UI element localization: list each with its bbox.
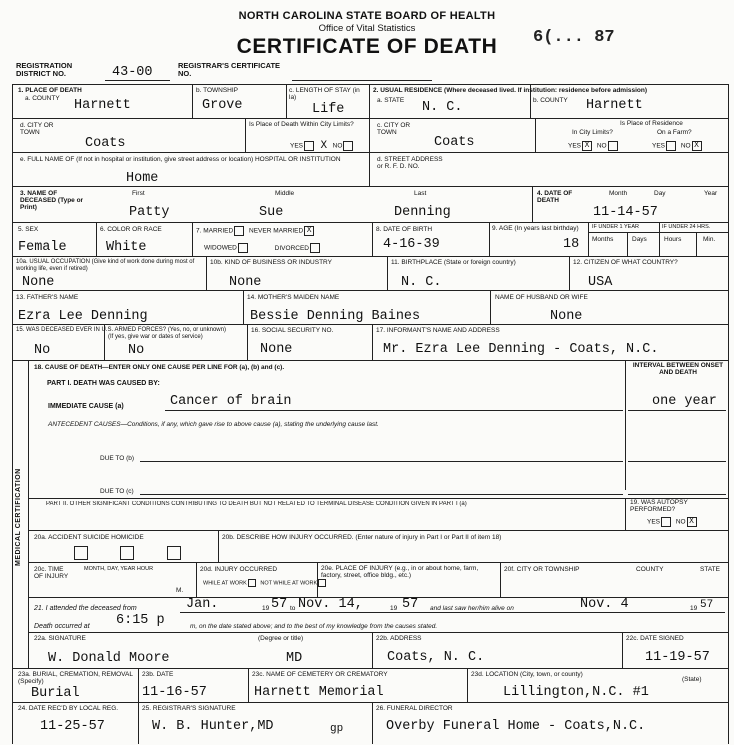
registration-district-value: 43-00 xyxy=(112,65,153,80)
sex-label: 5. SEX xyxy=(18,226,39,233)
last-name-label: Last xyxy=(414,190,427,197)
antecedent-label: ANTECEDENT CAUSES—Conditions, if any, which gave rise to above cause (a), stating the underlying cause last. xyxy=(48,421,379,428)
death-city-value: Coats xyxy=(85,136,126,151)
war-value: No xyxy=(128,343,145,358)
war-label: (If yes, give war or dates of service) xyxy=(108,334,203,340)
first-name-label: First xyxy=(132,190,145,197)
residence-county-label: b. COUNTY xyxy=(533,97,568,104)
attended-to-year-value: 57 xyxy=(402,597,419,612)
while-at-work-checkbox[interactable] xyxy=(248,579,256,587)
divorced-checkbox[interactable] xyxy=(310,243,320,253)
immediate-cause-label: IMMEDIATE CAUSE (a) xyxy=(48,403,124,410)
signature-label: 22a. SIGNATURE xyxy=(34,635,86,642)
cemetery-value: Harnett Memorial xyxy=(254,685,384,700)
widowed-checkbox[interactable] xyxy=(238,243,248,253)
attended-line: 21. I attended the deceased from xyxy=(34,605,137,612)
accident-label: 20a. ACCIDENT SUICIDE HOMICIDE xyxy=(34,534,144,541)
autopsy-yes-checkbox[interactable] xyxy=(661,517,671,527)
marital-row-2: WIDOWED DIVORCED xyxy=(204,243,323,253)
signature-value: W. Donald Moore xyxy=(48,651,170,666)
last-saw-value: Nov. 4 xyxy=(580,597,629,612)
immediate-cause-value: Cancer of brain xyxy=(170,394,292,409)
registrar-signature-label: 25. REGISTRAR'S SIGNATURE xyxy=(142,705,236,712)
armed-forces-value: No xyxy=(34,343,51,358)
time-m-label: M. xyxy=(176,587,184,594)
certifier-address-value: Coats, N. C. xyxy=(387,650,485,665)
attended-to-value: Nov. 14, xyxy=(298,597,363,612)
within-limits-checkboxes: YES X NO xyxy=(290,141,356,151)
marital-row-1: 7. MARRIED NEVER MARRIED X xyxy=(196,226,317,236)
business-label: 10b. KIND OF BUSINESS OR INDUSTRY xyxy=(210,259,332,266)
year-label: Year xyxy=(704,190,718,197)
residence-city-value: Coats xyxy=(434,135,475,150)
farm-checkboxes: YES NO X xyxy=(652,141,705,151)
due-to-c-label: DUE TO (c) xyxy=(100,488,134,495)
attended-to-19: 19 xyxy=(390,605,398,612)
burial-method-value: Burial xyxy=(31,686,80,701)
burial-state-label: (State) xyxy=(682,676,702,683)
under-24-hrs-label: IF UNDER 24 HRS. xyxy=(662,224,711,230)
hospital-label: e. FULL NAME OF (If not in hospital or institution, give street address or location) HOSPITAL OR INSTITUTION xyxy=(20,156,341,163)
residence-city-label: c. CITY OR TOWN xyxy=(377,122,411,136)
ssn-label: 16. SOCIAL SECURITY NO. xyxy=(251,327,334,334)
registrar-signature-value: W. B. Hunter,MD xyxy=(152,719,274,734)
death-township-value: Grove xyxy=(202,98,243,113)
homicide-checkbox[interactable] xyxy=(167,546,181,560)
autopsy-no-checkbox[interactable]: X xyxy=(687,517,697,527)
time-columns-label: MONTH, DAY, YEAR HOUR xyxy=(84,566,154,572)
attended-to-label: to xyxy=(290,605,296,612)
burial-location-value: Lillington,N.C. #1 xyxy=(503,685,649,700)
city-limits-no-checkbox[interactable] xyxy=(608,141,618,151)
length-of-stay-value: Life xyxy=(312,102,345,117)
on-farm-label: On a Farm? xyxy=(657,129,692,136)
color-label: 6. COLOR OR RACE xyxy=(100,226,162,233)
due-to-b-label: DUE TO (b) xyxy=(100,455,135,462)
accident-checkbox[interactable] xyxy=(74,546,88,560)
middle-name-label: Middle xyxy=(275,190,295,197)
spouse-label: NAME OF HUSBAND OR WIFE xyxy=(495,294,588,301)
interval-label: INTERVAL BETWEEN ONSET AND DEATH xyxy=(632,362,724,376)
funeral-director-label: 26. FUNERAL DIRECTOR xyxy=(376,705,453,712)
certificate-title: CERTIFICATE OF DEATH xyxy=(236,35,498,58)
within-mark-checkbox[interactable]: X xyxy=(320,140,328,152)
suicide-checkbox[interactable] xyxy=(120,546,134,560)
farm-yes-checkbox[interactable] xyxy=(666,141,676,151)
last-name-value: Denning xyxy=(394,205,451,220)
registration-district-label: REGISTRATION DISTRICT NO. xyxy=(16,61,73,78)
injury-description-label: 20b. DESCRIBE HOW INJURY OCCURRED. (Enter nature of injury in Part I or Part II of item 18) xyxy=(222,534,502,541)
under-1-year-label: IF UNDER 1 YEAR xyxy=(592,224,639,230)
injury-work-options: WHILE AT WORK NOT WHILE AT WORK xyxy=(203,579,329,587)
color-value: White xyxy=(106,240,147,255)
not-while-at-work-checkbox[interactable] xyxy=(318,579,326,587)
place-of-injury-label: 20e. PLACE OF INJURY (e.g., in or about home, farm, factory, street, office bldg., etc.) xyxy=(321,565,479,579)
death-county-value: Harnett xyxy=(74,98,131,113)
birthplace-value: N. C. xyxy=(401,275,442,290)
birthplace-label: 11. BIRTHPLACE (State or foreign country) xyxy=(391,259,516,266)
registrar-signature-suffix: gp xyxy=(330,723,344,735)
city-limits-checkboxes: YES X NO xyxy=(568,141,621,151)
age-label: 9. AGE (In years last birthday) xyxy=(492,225,579,232)
death-township-label: b. TOWNSHIP xyxy=(196,87,239,94)
first-name-value: Patty xyxy=(129,205,170,220)
part2-label: PART II. OTHER SIGNIFICANT CONDITIONS CONTRIBUTING TO DEATH BUT NOT RELATED TO TERMINAL DISEASE CONDITION GIVEN IN PART I (a) xyxy=(46,501,467,507)
city-limits-yes-checkbox[interactable]: X xyxy=(582,141,592,151)
burial-date-label: 23b. DATE xyxy=(142,671,174,678)
certificate-number-stamp: 6(... 87 xyxy=(533,28,615,47)
age-value: 18 xyxy=(563,237,580,252)
date-of-death-label: 4. DATE OF DEATH xyxy=(537,190,573,204)
autopsy-checkboxes: YES NO X xyxy=(647,517,700,527)
last-saw-year-value: 57 xyxy=(700,599,714,611)
injury-occurred-label: 20d. INJURY OCCURRED xyxy=(200,566,278,573)
length-of-stay-label: c. LENGTH OF STAY (in la) xyxy=(289,87,360,101)
father-label: 13. FATHER'S NAME xyxy=(16,294,79,301)
burial-method-label: 23a. BURIAL, CREMATION, REMOVAL (Specify) xyxy=(18,671,133,685)
never-married-checkbox[interactable]: X xyxy=(304,226,314,236)
dob-value: 4-16-39 xyxy=(383,237,440,252)
degree-label: (Degree or title) xyxy=(258,635,304,642)
in-city-limits-label: In City Limits? xyxy=(572,129,613,136)
residence-county-value: Harnett xyxy=(586,98,643,113)
office-heading: Office of Vital Statistics xyxy=(318,23,416,34)
time-of-injury-label: 20c. TIME OF INJURY xyxy=(34,566,69,580)
within-no-checkbox[interactable] xyxy=(343,141,353,151)
dob-label: 8. DATE OF BIRTH xyxy=(376,226,433,233)
days-label: Days xyxy=(632,236,647,243)
month-label: Month xyxy=(609,190,628,197)
spouse-value: None xyxy=(550,309,583,324)
burial-date-value: 11-16-57 xyxy=(142,685,207,700)
hospital-value: Home xyxy=(126,171,159,186)
last-saw-19: 19 xyxy=(690,605,698,612)
ssn-value: None xyxy=(260,342,293,357)
death-occurred-suffix: m, on the date stated above; and to the best of my knowledge from the causes stated. xyxy=(190,623,438,630)
occupation-value: None xyxy=(22,275,55,290)
attended-from-19: 19 xyxy=(262,605,270,612)
death-time-value: 6:15 p xyxy=(116,613,165,628)
certifier-address-label: 22b. ADDRESS xyxy=(376,635,422,642)
part1-label: PART I. DEATH WAS CAUSED BY: xyxy=(47,380,160,387)
residence-state-value: N. C. xyxy=(422,100,463,115)
mother-value: Bessie Denning Baines xyxy=(250,309,421,324)
within-yes-checkbox[interactable] xyxy=(304,141,314,151)
board-heading: NORTH CAROLINA STATE BOARD OF HEALTH xyxy=(238,10,496,22)
injury-state-label: STATE xyxy=(700,566,720,573)
street-address-label: d. STREET ADDRESS or R. F. D. NO. xyxy=(377,156,443,170)
date-signed-value: 11-19-57 xyxy=(645,650,710,665)
place-of-death-label: 1. PLACE OF DEATH xyxy=(18,87,82,94)
farm-no-checkbox[interactable]: X xyxy=(692,141,702,151)
father-value: Ezra Lee Denning xyxy=(18,309,148,324)
informant-label: 17. INFORMANT'S NAME AND ADDRESS xyxy=(376,327,500,334)
business-value: None xyxy=(229,275,262,290)
cemetery-label: 23c. NAME OF CEMETERY OR CREMATORY xyxy=(252,671,388,678)
injury-city-label: 20f. CITY OR TOWNSHIP xyxy=(504,566,580,573)
citizen-value: USA xyxy=(588,275,613,290)
min-label: Min. xyxy=(703,236,716,243)
date-signed-label: 22c. DATE SIGNED xyxy=(626,635,684,642)
within-limits-label: Is Place of Death Within City Limits? xyxy=(249,121,354,128)
hours-label: Hours xyxy=(664,236,682,243)
injury-county-label: COUNTY xyxy=(636,566,664,573)
sex-value: Female xyxy=(18,240,67,255)
residence-state-label: a. STATE xyxy=(377,97,405,104)
death-city-label: d. CITY OR TOWN xyxy=(20,122,54,136)
cause-of-death-label: 18. CAUSE OF DEATH—ENTER ONLY ONE CAUSE PER LINE FOR (a), (b) and (c). xyxy=(34,364,285,371)
date-received-value: 11-25-57 xyxy=(40,719,105,734)
death-occurred-label: Death occurred at xyxy=(34,623,90,630)
occupation-label: 10a. USUAL OCCUPATION (Give kind of work done during most of working life, even if retired) xyxy=(16,259,195,272)
registrar-certificate-label: REGISTRAR'S CERTIFICATE NO. xyxy=(178,61,281,78)
date-of-death-value: 11-14-57 xyxy=(593,205,658,220)
attended-from-value: Jan. xyxy=(186,597,219,612)
mother-label: 14. MOTHER'S MAIDEN NAME xyxy=(247,294,340,301)
autopsy-label: 19. WAS AUTOPSY PERFORMED? xyxy=(630,499,688,513)
armed-forces-label: 15. WAS DECEASED EVER IN U.S. ARMED FORCES? (Yes, no, or unknown) xyxy=(16,327,226,333)
informant-value: Mr. Ezra Lee Denning - Coats, N.C. xyxy=(383,342,659,357)
death-county-label: a. COUNTY xyxy=(25,95,60,102)
deceased-name-label: 3. NAME OF DECEASED (Type or Print) xyxy=(20,190,84,211)
citizen-label: 12. CITIZEN OF WHAT COUNTRY? xyxy=(573,259,678,266)
funeral-director-value: Overby Funeral Home - Coats,N.C. xyxy=(386,719,646,734)
date-received-label: 24. DATE REC'D BY LOCAL REG. xyxy=(18,705,119,712)
last-saw-label: and last saw her/him alive on xyxy=(430,605,514,612)
medical-certification-side-label: MEDICAL CERTIFICATION xyxy=(15,468,22,566)
months-label: Months xyxy=(592,236,614,243)
attended-from-year-value: 57 xyxy=(271,597,288,612)
residence-place-label: Is Place of Residence xyxy=(620,120,683,127)
interval-value: one year xyxy=(652,394,717,409)
usual-residence-label: 2. USUAL RESIDENCE (Where deceased lived. If institution: residence before admission) xyxy=(373,87,648,94)
burial-location-label: 23d. LOCATION (City, town, or county) xyxy=(471,671,583,678)
middle-name-value: Sue xyxy=(259,205,284,220)
degree-value: MD xyxy=(286,651,303,666)
married-checkbox[interactable] xyxy=(234,226,244,236)
day-label: Day xyxy=(654,190,666,197)
